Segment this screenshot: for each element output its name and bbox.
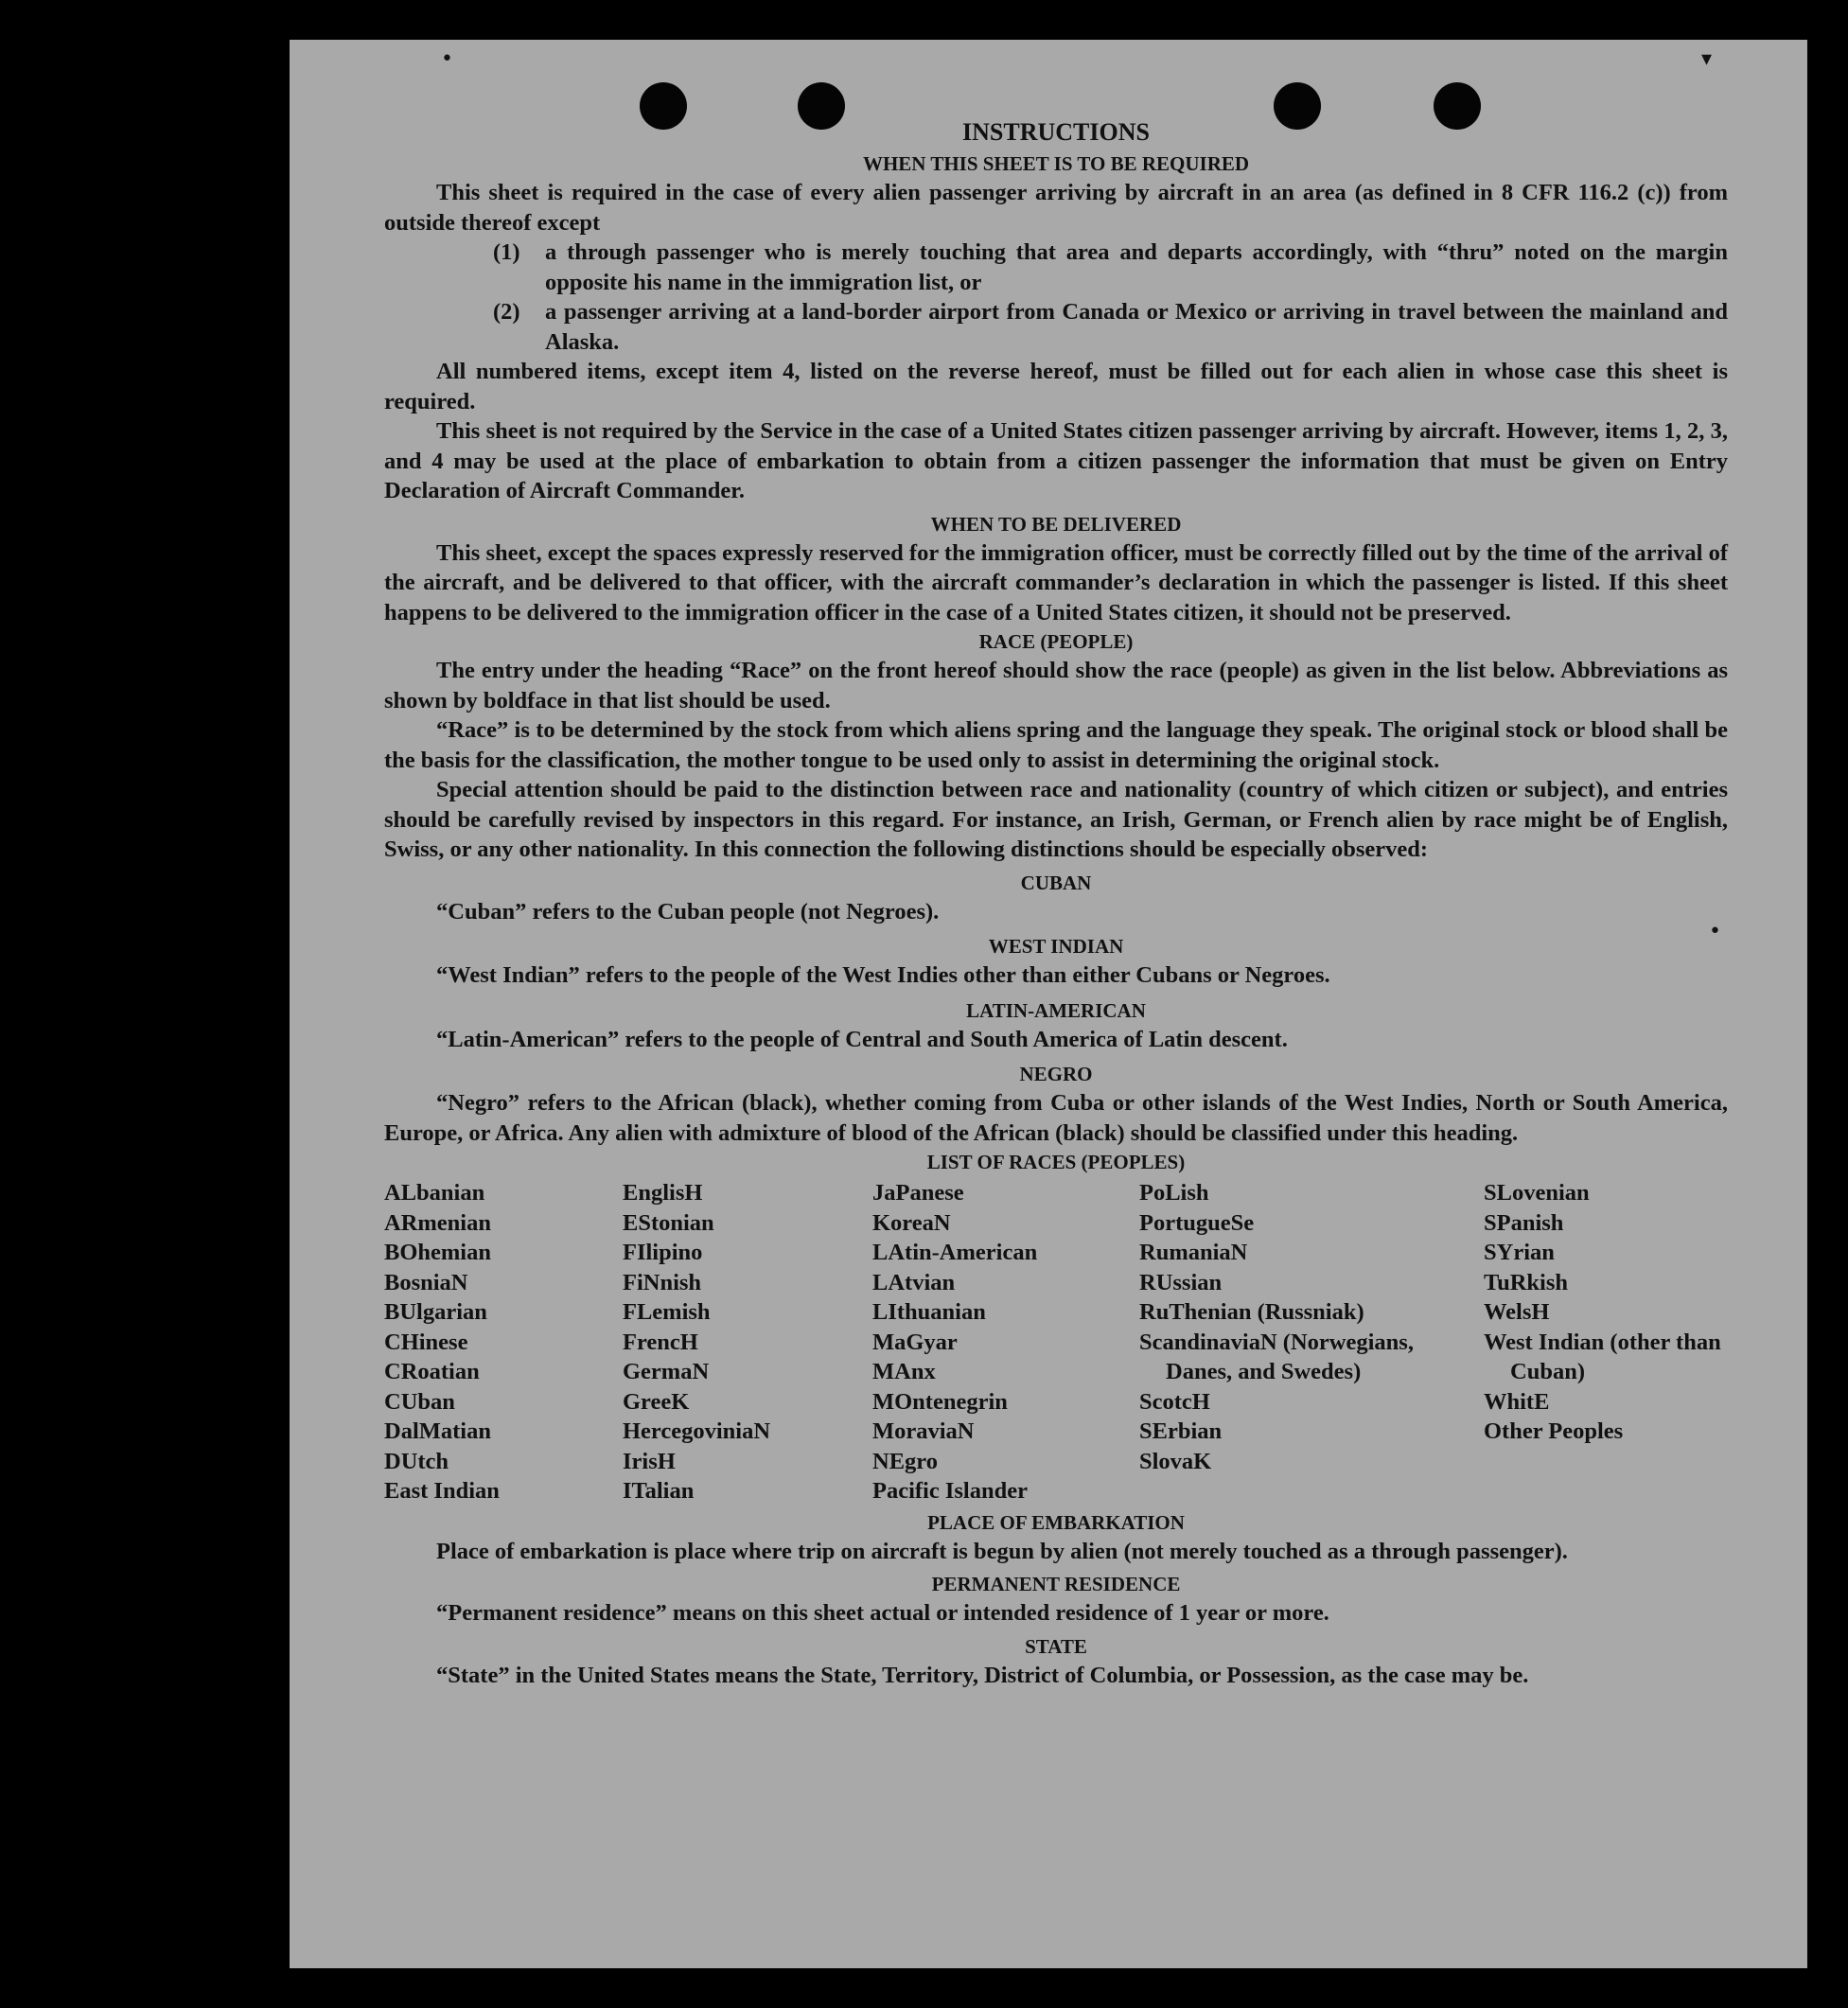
race-column (1139, 1178, 1484, 1506)
section-heading: RACE (PEOPLE) (978, 630, 1134, 653)
race-entry: EStonian (623, 1209, 714, 1236)
paragraph: “Cuban” refers to the Cuban people (not Negroes). (436, 898, 940, 925)
section-heading: NEGRO (1019, 1063, 1093, 1085)
race-entry: ScotcH (1139, 1388, 1210, 1415)
race-entry: FLemish (623, 1299, 711, 1325)
race-entry: SYrian (1484, 1240, 1555, 1265)
race-entry: East Indian (384, 1478, 500, 1504)
section-heading: PERMANENT RESIDENCE (931, 1573, 1181, 1595)
race-entry: CUban (384, 1388, 455, 1415)
paragraph: “Latin-American” refers to the people of Central and South America of Latin descent. (436, 1026, 1288, 1052)
list-item (493, 297, 1728, 357)
race-entry: BOhemian (384, 1240, 491, 1265)
item-text: a passenger arriving at a land-border airport from Canada or Mexico or arriving in travel between the mainland and Alaska. (545, 299, 1728, 355)
race-entry: PortugueSe (1139, 1209, 1255, 1236)
race-entry: WelsH (1484, 1299, 1550, 1325)
race-entry: RUssian (1139, 1269, 1223, 1295)
race-column (384, 1178, 623, 1506)
scan-speck: ▾ (1701, 47, 1713, 71)
race-entry: LAtin-American (872, 1240, 1038, 1265)
paragraph: All numbered items, except item 4, listed on the reverse hereof, must be filled out for each alien in whose case this sheet is required. (384, 359, 1728, 414)
paragraph: “Race” is to be determined by the stock from which aliens spring and the language they speak. The original stock or blood shall be the basis for the classification, the mother tongue to be used only to assist in determining the original stock. (384, 717, 1728, 773)
race-entry: Pacific Islander (872, 1478, 1028, 1504)
paragraph: “Permanent residence” means on this sheet actual or intended residence of 1 year or more. (436, 1600, 1329, 1626)
race-entry: BosniaN (384, 1269, 468, 1295)
paragraph: “State” in the United States means the State, Territory, District of Columbia, or Possession, as the case may be. (436, 1662, 1529, 1688)
scan-speck: • (1709, 920, 1721, 943)
race-entry: MOntenegrin (872, 1388, 1008, 1415)
race-entry: CHinese (384, 1329, 468, 1355)
race-entry: Other Peoples (1484, 1418, 1624, 1444)
race-entry: JaPanese (872, 1180, 964, 1206)
race-entry: ARmenian (384, 1209, 491, 1236)
item-number: (1) (493, 239, 520, 265)
section-heading: PLACE OF EMBARKATION (927, 1510, 1185, 1534)
item-number: (2) (493, 299, 520, 325)
section-heading: WHEN TO BE DELIVERED (930, 512, 1182, 536)
page-title: INSTRUCTIONS (962, 118, 1150, 146)
race-entry: PoLish (1139, 1180, 1209, 1206)
paragraph: Place of embarkation is place where trip on aircraft is begun by alien (not merely touched as a through passenger). (436, 1538, 1568, 1564)
item-text: a through passenger who is merely touching that area and departs accordingly, with “thru” noted on the margin opposite his name in the immigration list, or (545, 239, 1728, 295)
paragraph: “West Indian” refers to the people of the West Indies other than either Cubans or Negroes. (436, 962, 1330, 988)
race-entry: GermaN (623, 1359, 710, 1384)
section-heading: LATIN-AMERICAN (966, 998, 1146, 1022)
race-entry: FiNnish (623, 1269, 702, 1295)
race-entry: DUtch (384, 1448, 449, 1474)
race-entry: RuThenian (Russniak) (1139, 1299, 1364, 1325)
section-heading: WEST INDIAN (988, 935, 1124, 958)
race-entry: MoraviaN (872, 1418, 975, 1444)
section-heading: STATE (1025, 1634, 1087, 1658)
race-entry: FIlipino (623, 1240, 703, 1265)
race-entry: MaGyar (872, 1329, 958, 1355)
instructions-text (384, 115, 1728, 1690)
race-entry: ITalian (623, 1478, 695, 1504)
scan-speck: • (441, 47, 453, 71)
paragraph: This sheet is not required by the Service in the case of a United States citizen passenger arriving by aircraft. However, items 1, 2, 3, and 4 may be used at the place of embarkation to obtain from a citizen passenger the information that must be given on Entry Declaration of Aircraft Commander. (384, 418, 1728, 503)
race-entry: CRoatian (384, 1359, 480, 1384)
race-entry: WhitE (1484, 1388, 1550, 1415)
race-entry: SErbian (1139, 1418, 1223, 1444)
race-list (384, 1178, 1728, 1506)
race-entry: IrisH (623, 1448, 676, 1474)
race-column (1484, 1178, 1728, 1506)
race-entry: HercegoviniaN (623, 1418, 771, 1444)
paragraph: Special attention should be paid to the distinction between race and nationality (country of which citizen or subject), and entries should be carefully revised by inspectors in this regard. For instance, an Irish, German, or French alien by race might be of English, Swiss, or any other nationality. In this connection the following distinctions should be especially observed: (384, 777, 1728, 862)
race-entry: ScandinaviaN (Norwegians, Danes, and Swedes) (1139, 1329, 1414, 1384)
race-entry: GreeK (623, 1388, 690, 1415)
race-entry: DalMatian (384, 1418, 491, 1444)
race-column (623, 1178, 872, 1506)
race-entry: BUlgarian (384, 1299, 487, 1325)
race-entry: TuRkish (1484, 1269, 1569, 1295)
race-entry: LIthuanian (872, 1299, 986, 1325)
race-entry: NEgro (872, 1448, 938, 1474)
paragraph: “Negro” refers to the African (black), whether coming from Cuba or other islands of the West Indies, North or South America, Europe, or Africa. Any alien with admixture of blood of the African (black) should be classified under this heading. (384, 1090, 1728, 1146)
document-page (290, 40, 1807, 1968)
race-entry: West Indian (other than Cuban) (1484, 1329, 1721, 1384)
race-entry: MAnx (872, 1359, 936, 1384)
race-entry: LAtvian (872, 1269, 956, 1295)
section-heading: WHEN THIS SHEET IS TO BE REQUIRED (862, 152, 1250, 175)
paragraph: This sheet is required in the case of every alien passenger arriving by aircraft in an area (as defined in 8 CFR 116.2 (c)) from outside thereof except (384, 180, 1728, 236)
list-item (493, 238, 1728, 297)
section-heading: CUBAN (1020, 871, 1092, 894)
race-entry: ALbanian (384, 1180, 485, 1206)
race-entry: SLovenian (1484, 1180, 1590, 1206)
race-entry: FrencH (623, 1329, 698, 1355)
paragraph: This sheet, except the spaces expressly reserved for the immigration officer, must be correctly filled out by the time of the arrival of the aircraft, and be delivered to that officer, with the aircraft commander’s declaration in which the passenger is listed. If this sheet happens to be delivered to the immigration officer in the case of a United States citizen, it should not be preserved. (384, 539, 1728, 625)
race-entry: RumaniaN (1139, 1240, 1248, 1265)
paragraph: The entry under the heading “Race” on the front hereof should show the race (people) as given in the list below. Abbreviations as shown by boldface in that list should be used. (384, 658, 1728, 713)
race-entry: SlovaK (1139, 1448, 1212, 1474)
race-entry: SPanish (1484, 1209, 1564, 1236)
race-entry: KoreaN (872, 1209, 951, 1236)
race-column (872, 1178, 1139, 1506)
race-entry: EnglisH (623, 1180, 703, 1206)
section-heading: LIST OF RACES (PEOPLES) (926, 1151, 1186, 1173)
